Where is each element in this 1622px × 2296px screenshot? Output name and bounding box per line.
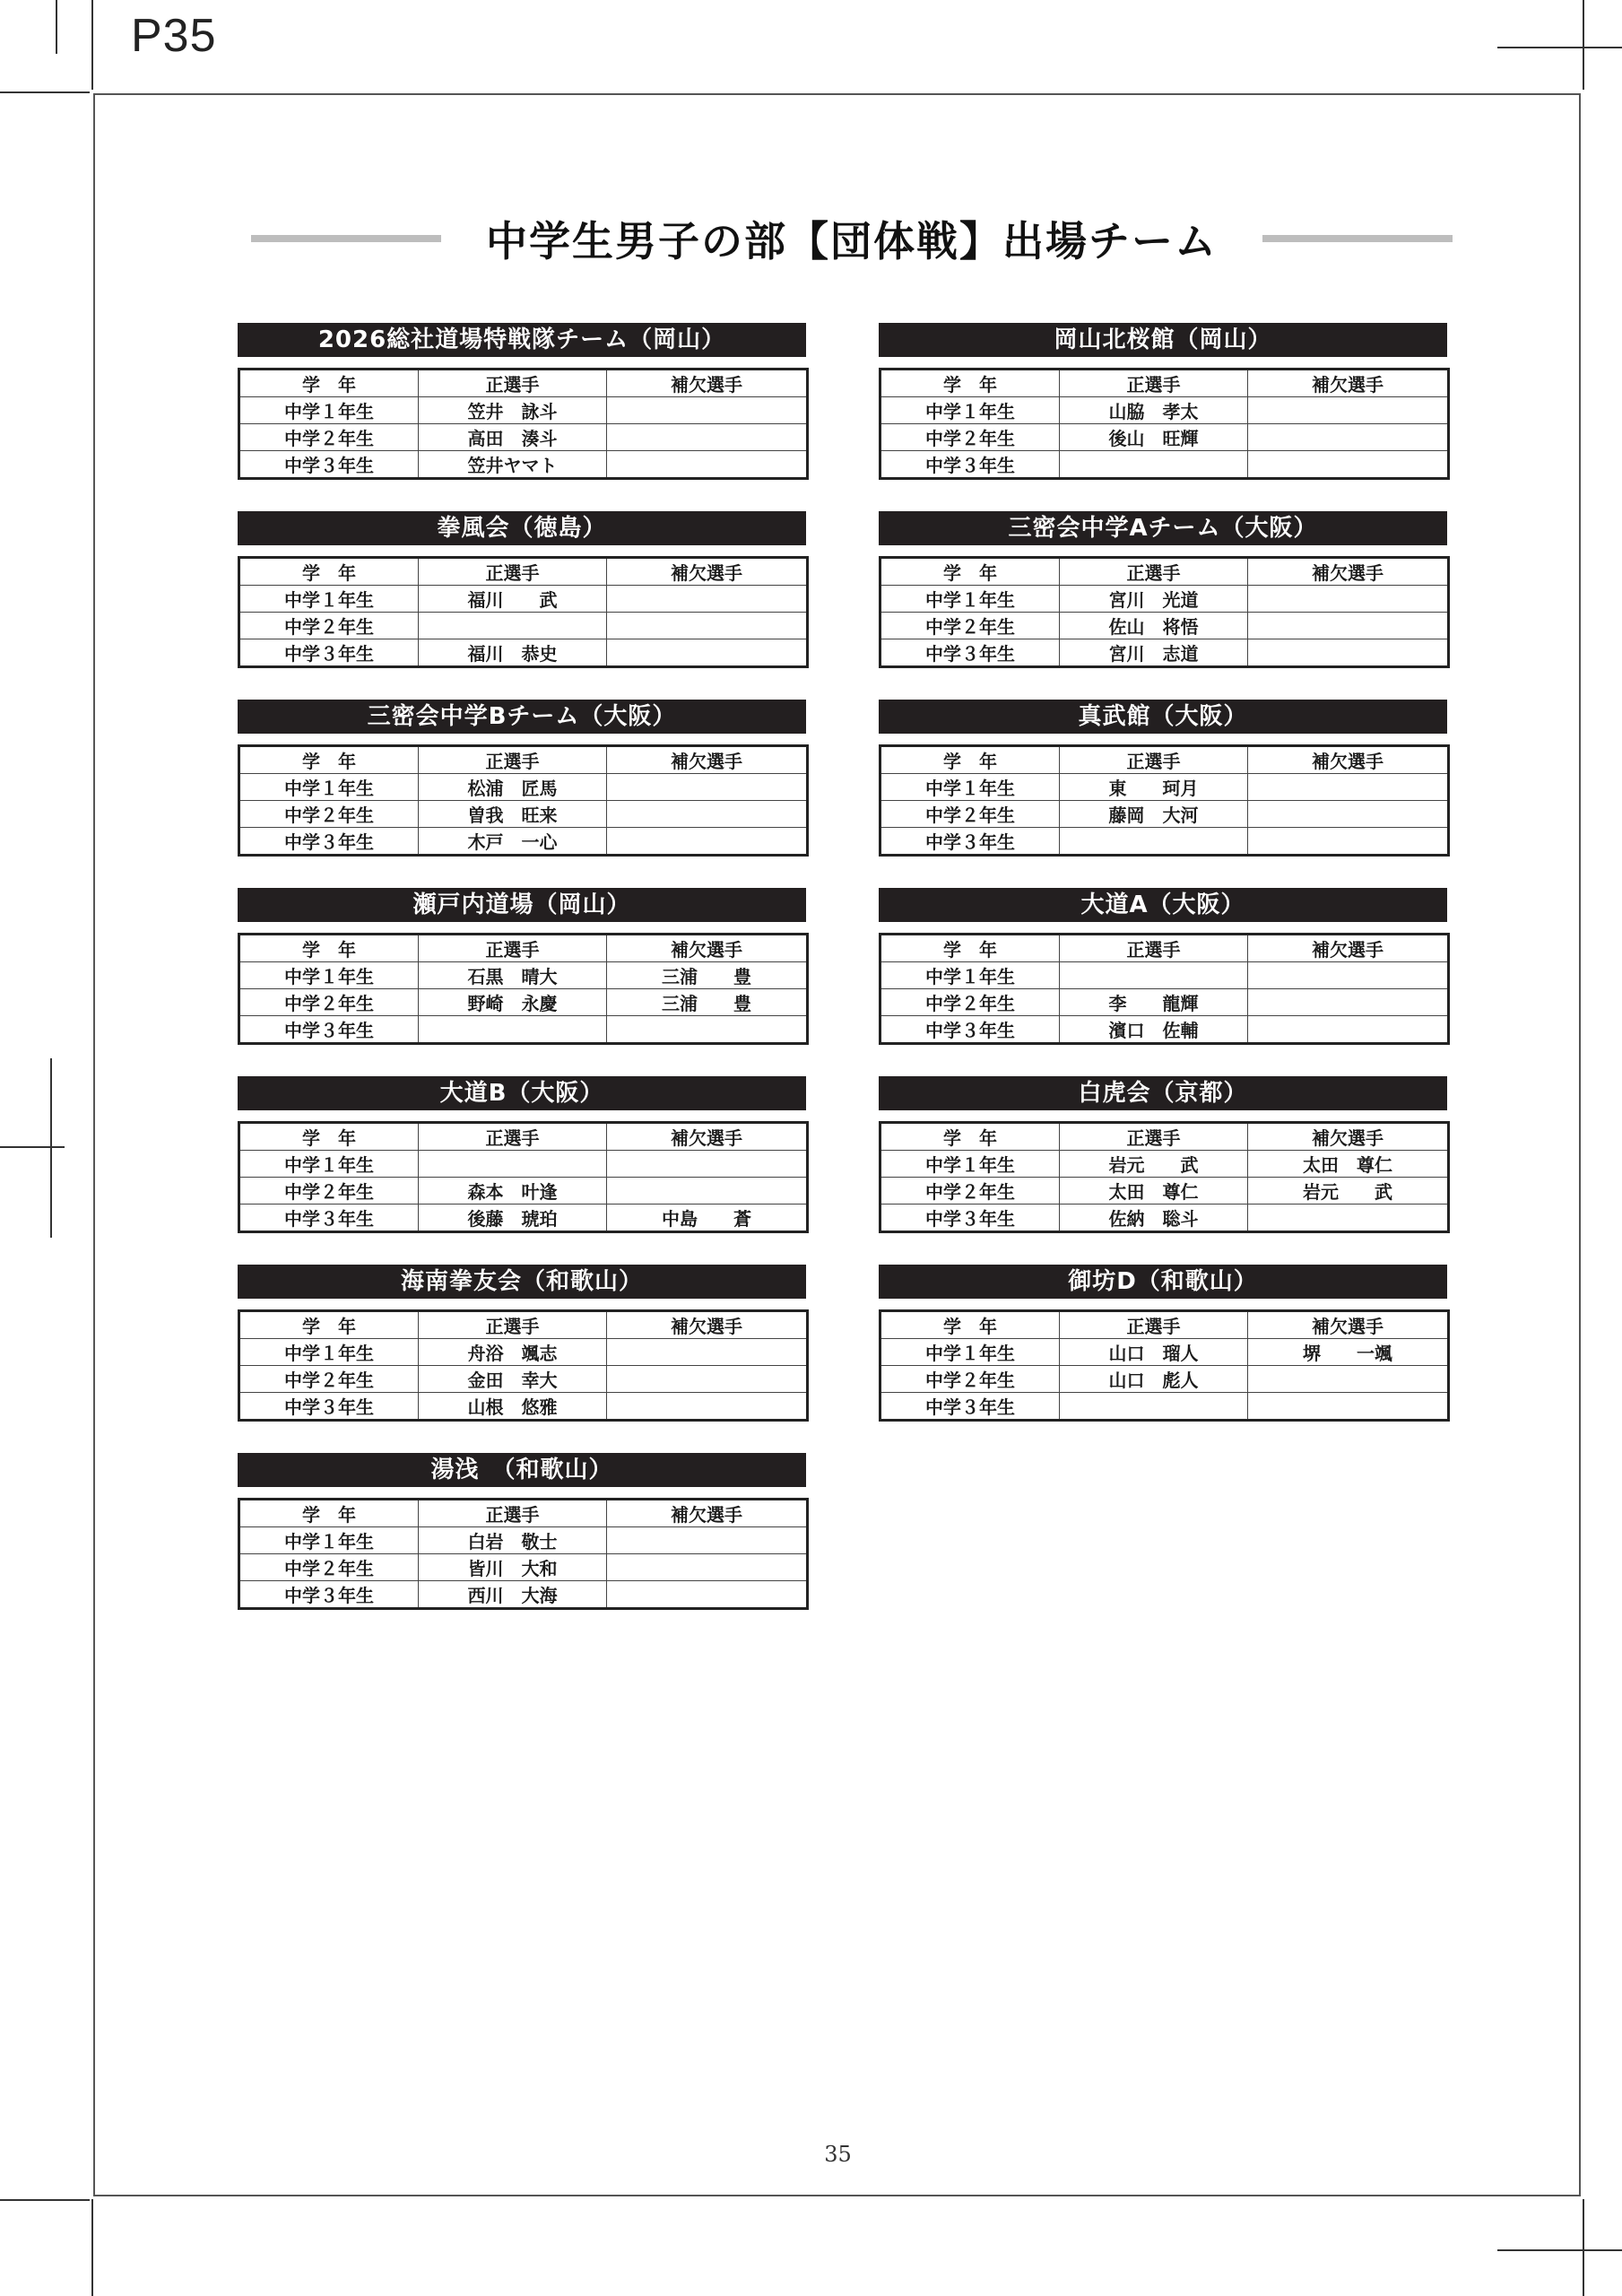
reserve-player-cell (1248, 1366, 1449, 1393)
table-header-row (239, 746, 808, 774)
grade-header: 学 年 (880, 746, 1060, 774)
team-name: 2026総社道場特戦隊チーム（岡山） (238, 323, 806, 357)
team-roster-table (238, 1121, 809, 1233)
team-roster-table (879, 744, 1450, 857)
regular-player-cell: 野崎 永慶 (419, 989, 607, 1016)
grade-cell: 中学１年生 (880, 774, 1060, 801)
regular-player-cell: 岩元 武 (1060, 1151, 1248, 1178)
table-row (880, 586, 1449, 613)
grade-cell: 中学１年生 (880, 397, 1060, 424)
team-block (238, 323, 806, 480)
regular-player-cell: 笠井ヤマト (419, 451, 607, 479)
table-row (239, 613, 808, 639)
team-roster-table (238, 933, 809, 1045)
crop-mark (91, 0, 93, 90)
table-header-row (880, 370, 1449, 397)
reserve-player-cell (1248, 962, 1449, 989)
team-name: 大道A（大阪） (879, 888, 1447, 922)
table-header-row (239, 935, 808, 962)
grade-cell: 中学３年生 (239, 639, 419, 667)
crop-mark (0, 1146, 65, 1148)
regular-header: 正選手 (1060, 935, 1248, 962)
crop-mark (1497, 47, 1622, 48)
team-name: 湯浅 （和歌山） (238, 1453, 806, 1487)
grade-cell: 中学３年生 (239, 451, 419, 479)
table-row (880, 1016, 1449, 1044)
reserve-player-cell (607, 586, 808, 613)
grade-cell: 中学２年生 (239, 1178, 419, 1205)
reserve-player-cell (607, 1151, 808, 1178)
regular-player-cell: 笠井 詠斗 (419, 397, 607, 424)
team-name: 三密会中学Aチーム（大阪） (879, 511, 1447, 545)
table-row (880, 1339, 1449, 1366)
table-row (880, 613, 1449, 639)
reserve-player-cell (1248, 397, 1449, 424)
reserve-player-cell (607, 801, 808, 828)
team-block (879, 1076, 1447, 1233)
reserve-header: 補欠選手 (1248, 935, 1449, 962)
team-block (238, 1453, 806, 1610)
team-block (879, 1265, 1447, 1422)
grade-cell: 中学３年生 (880, 1016, 1060, 1044)
team-roster-table (238, 556, 809, 668)
table-row (239, 1581, 808, 1609)
table-row (880, 989, 1449, 1016)
team-block (238, 700, 806, 857)
table-row (880, 1366, 1449, 1393)
crop-mark (0, 2199, 90, 2201)
regular-header: 正選手 (1060, 558, 1248, 586)
reserve-header: 補欠選手 (1248, 1311, 1449, 1339)
table-row (239, 1178, 808, 1205)
regular-player-cell: 金田 幸大 (419, 1366, 607, 1393)
regular-player-cell: 後藤 琥珀 (419, 1205, 607, 1232)
regular-player-cell (1060, 1393, 1248, 1421)
grade-header: 学 年 (880, 1311, 1060, 1339)
regular-player-cell (1060, 962, 1248, 989)
reserve-player-cell (607, 397, 808, 424)
team-block (238, 1076, 806, 1233)
grade-header: 学 年 (239, 1500, 419, 1527)
table-header-row (239, 1500, 808, 1527)
reserve-player-cell (1248, 586, 1449, 613)
reserve-header: 補欠選手 (607, 1123, 808, 1151)
team-block (238, 511, 806, 668)
title-banner (251, 212, 1453, 265)
reserve-player-cell: 三浦 豊 (607, 989, 808, 1016)
crop-mark (56, 0, 57, 54)
table-header-row (880, 746, 1449, 774)
regular-header: 正選手 (1060, 1123, 1248, 1151)
regular-player-cell: 後山 旺輝 (1060, 424, 1248, 451)
team-block (879, 700, 1447, 857)
table-row (239, 1205, 808, 1232)
grade-header: 学 年 (880, 935, 1060, 962)
grade-cell: 中学３年生 (880, 828, 1060, 856)
grade-cell: 中学１年生 (239, 586, 419, 613)
grade-cell: 中学２年生 (880, 613, 1060, 639)
grade-header: 学 年 (239, 370, 419, 397)
regular-player-cell: 山口 彪人 (1060, 1366, 1248, 1393)
grade-cell: 中学２年生 (239, 424, 419, 451)
reserve-player-cell (1248, 424, 1449, 451)
regular-player-cell: 石黒 晴大 (419, 962, 607, 989)
grade-cell: 中学２年生 (880, 1178, 1060, 1205)
reserve-player-cell (607, 424, 808, 451)
table-row (239, 962, 808, 989)
team-roster-table (879, 368, 1450, 480)
table-row (880, 639, 1449, 667)
regular-player-cell: 舟浴 颯志 (419, 1339, 607, 1366)
team-name: 瀬戸内道場（岡山） (238, 888, 806, 922)
grade-cell: 中学２年生 (880, 989, 1060, 1016)
grade-cell: 中学３年生 (880, 1393, 1060, 1421)
team-name: 海南拳友会（和歌山） (238, 1265, 806, 1299)
reserve-header: 補欠選手 (1248, 558, 1449, 586)
team-roster-table (238, 1309, 809, 1422)
crop-mark (50, 1058, 52, 1238)
team-name: 拳風会（徳島） (238, 511, 806, 545)
grade-cell: 中学２年生 (239, 613, 419, 639)
title-rule-left (251, 235, 441, 242)
grade-cell: 中学３年生 (880, 639, 1060, 667)
regular-player-cell: 白岩 敬士 (419, 1527, 607, 1554)
team-roster-table (879, 933, 1450, 1045)
regular-header: 正選手 (419, 558, 607, 586)
team-name: 岡山北桜館（岡山） (879, 323, 1447, 357)
regular-player-cell: 濱口 佐輔 (1060, 1016, 1248, 1044)
crop-mark (91, 2199, 93, 2296)
table-row (880, 801, 1449, 828)
reserve-player-cell: 中島 蒼 (607, 1205, 808, 1232)
regular-player-cell (1060, 828, 1248, 856)
grade-cell: 中学３年生 (880, 1205, 1060, 1232)
regular-header: 正選手 (419, 1500, 607, 1527)
regular-player-cell: 佐納 聡斗 (1060, 1205, 1248, 1232)
table-row (880, 828, 1449, 856)
grade-header: 学 年 (880, 1123, 1060, 1151)
crop-mark (1583, 2199, 1584, 2296)
table-row (880, 1205, 1449, 1232)
reserve-player-cell (607, 774, 808, 801)
table-row (239, 424, 808, 451)
regular-player-cell: 福川 恭史 (419, 639, 607, 667)
title-rule-right (1262, 235, 1453, 242)
regular-header: 正選手 (419, 935, 607, 962)
table-header-row (239, 1123, 808, 1151)
table-row (239, 451, 808, 479)
table-row (239, 1554, 808, 1581)
team-roster-table (879, 556, 1450, 668)
team-roster-table (238, 744, 809, 857)
team-roster-table (238, 1498, 809, 1610)
regular-player-cell: 曽我 旺来 (419, 801, 607, 828)
grade-cell: 中学１年生 (239, 962, 419, 989)
reserve-player-cell (1248, 801, 1449, 828)
table-row (239, 1527, 808, 1554)
grade-cell: 中学２年生 (239, 1366, 419, 1393)
team-roster-table (879, 1309, 1450, 1422)
grade-header: 学 年 (239, 935, 419, 962)
team-block (879, 888, 1447, 1045)
reserve-player-cell: 太田 尊仁 (1248, 1151, 1449, 1178)
table-header-row (239, 370, 808, 397)
team-block (238, 1265, 806, 1422)
reserve-player-cell (607, 1581, 808, 1609)
reserve-header: 補欠選手 (1248, 1123, 1449, 1151)
reserve-player-cell (1248, 613, 1449, 639)
reserve-header: 補欠選手 (1248, 370, 1449, 397)
regular-header: 正選手 (419, 370, 607, 397)
grade-cell: 中学１年生 (880, 586, 1060, 613)
grade-cell: 中学２年生 (239, 801, 419, 828)
reserve-player-cell (607, 1393, 808, 1421)
table-row (239, 1366, 808, 1393)
reserve-player-cell (1248, 828, 1449, 856)
grade-header: 学 年 (880, 558, 1060, 586)
regular-player-cell: 宮川 志道 (1060, 639, 1248, 667)
table-row (239, 989, 808, 1016)
regular-player-cell: 太田 尊仁 (1060, 1178, 1248, 1205)
team-name: 御坊D（和歌山） (879, 1265, 1447, 1299)
table-row (880, 424, 1449, 451)
grade-cell: 中学３年生 (239, 828, 419, 856)
regular-player-cell: 宮川 光道 (1060, 586, 1248, 613)
regular-player-cell: 森本 叶逢 (419, 1178, 607, 1205)
grade-cell: 中学１年生 (880, 1339, 1060, 1366)
team-block (238, 888, 806, 1045)
reserve-header: 補欠選手 (607, 1500, 808, 1527)
table-row (880, 451, 1449, 479)
crop-mark (1497, 2249, 1622, 2251)
reserve-header: 補欠選手 (607, 746, 808, 774)
reserve-player-cell (607, 1527, 808, 1554)
regular-player-cell (419, 1016, 607, 1044)
table-header-row (880, 1311, 1449, 1339)
table-row (880, 774, 1449, 801)
table-row (239, 1339, 808, 1366)
team-name: 大道B（大阪） (238, 1076, 806, 1110)
regular-player-cell: 高田 湊斗 (419, 424, 607, 451)
reserve-header: 補欠選手 (607, 1311, 808, 1339)
table-header-row (880, 935, 1449, 962)
reserve-header: 補欠選手 (607, 935, 808, 962)
regular-player-cell (419, 1151, 607, 1178)
table-row (239, 1151, 808, 1178)
grade-cell: 中学２年生 (880, 1366, 1060, 1393)
table-row (880, 1151, 1449, 1178)
table-header-row (880, 1123, 1449, 1151)
regular-player-cell (419, 613, 607, 639)
regular-player-cell: 山脇 孝太 (1060, 397, 1248, 424)
regular-header: 正選手 (419, 746, 607, 774)
grade-cell: 中学３年生 (239, 1581, 419, 1609)
regular-player-cell: 佐山 将悟 (1060, 613, 1248, 639)
reserve-player-cell: 三浦 豊 (607, 962, 808, 989)
team-name: 白虎会（京都） (879, 1076, 1447, 1110)
page-label: P35 (131, 10, 217, 62)
regular-player-cell: 東 珂月 (1060, 774, 1248, 801)
table-row (239, 586, 808, 613)
reserve-header: 補欠選手 (607, 558, 808, 586)
grade-cell: 中学１年生 (239, 1151, 419, 1178)
team-name: 三密会中学Bチーム（大阪） (238, 700, 806, 734)
grade-cell: 中学１年生 (880, 962, 1060, 989)
team-name: 真武館（大阪） (879, 700, 1447, 734)
regular-header: 正選手 (1060, 370, 1248, 397)
reserve-player-cell (1248, 639, 1449, 667)
table-header-row (880, 558, 1449, 586)
grade-cell: 中学１年生 (239, 1339, 419, 1366)
regular-player-cell: 山根 悠雅 (419, 1393, 607, 1421)
grade-cell: 中学１年生 (239, 1527, 419, 1554)
table-row (239, 828, 808, 856)
reserve-player-cell (607, 1178, 808, 1205)
regular-player-cell: 皆川 大和 (419, 1554, 607, 1581)
table-row (880, 1178, 1449, 1205)
table-row (239, 1393, 808, 1421)
reserve-player-cell (1248, 989, 1449, 1016)
reserve-player-cell (1248, 451, 1449, 479)
regular-player-cell (1060, 451, 1248, 479)
grade-header: 学 年 (239, 1311, 419, 1339)
grade-cell: 中学３年生 (239, 1205, 419, 1232)
table-row (880, 962, 1449, 989)
team-block (879, 323, 1447, 480)
reserve-header: 補欠選手 (607, 370, 808, 397)
table-header-row (239, 1311, 808, 1339)
table-row (880, 1393, 1449, 1421)
grade-header: 学 年 (239, 558, 419, 586)
crop-mark (1583, 0, 1584, 90)
table-row (880, 397, 1449, 424)
grade-cell: 中学２年生 (239, 1554, 419, 1581)
reserve-player-cell: 堺 一颯 (1248, 1339, 1449, 1366)
table-row (239, 639, 808, 667)
regular-header: 正選手 (419, 1123, 607, 1151)
team-block (879, 511, 1447, 668)
team-roster-table (238, 368, 809, 480)
page-title: 中学生男子の部【団体戦】出場チーム (486, 217, 1218, 265)
reserve-player-cell (607, 1554, 808, 1581)
regular-player-cell: 福川 武 (419, 586, 607, 613)
grade-header: 学 年 (239, 1123, 419, 1151)
grade-cell: 中学２年生 (239, 989, 419, 1016)
regular-player-cell: 藤岡 大河 (1060, 801, 1248, 828)
regular-header: 正選手 (1060, 746, 1248, 774)
reserve-player-cell (607, 451, 808, 479)
regular-header: 正選手 (419, 1311, 607, 1339)
page-number: 35 (824, 2142, 852, 2167)
reserve-header: 補欠選手 (1248, 746, 1449, 774)
table-row (239, 1016, 808, 1044)
reserve-player-cell (607, 1339, 808, 1366)
grade-cell: 中学３年生 (239, 1016, 419, 1044)
reserve-player-cell (1248, 1205, 1449, 1232)
team-roster-table (879, 1121, 1450, 1233)
reserve-player-cell: 岩元 武 (1248, 1178, 1449, 1205)
table-row (239, 801, 808, 828)
reserve-player-cell (607, 1016, 808, 1044)
regular-player-cell: 西川 大海 (419, 1581, 607, 1609)
grade-cell: 中学２年生 (880, 424, 1060, 451)
reserve-player-cell (607, 1366, 808, 1393)
table-row (239, 774, 808, 801)
regular-player-cell: 松浦 匠馬 (419, 774, 607, 801)
reserve-player-cell (607, 639, 808, 667)
regular-player-cell: 山口 瑠人 (1060, 1339, 1248, 1366)
crop-mark (0, 91, 90, 93)
grade-cell: 中学１年生 (880, 1151, 1060, 1178)
reserve-player-cell (607, 828, 808, 856)
grade-cell: 中学１年生 (239, 774, 419, 801)
reserve-player-cell (1248, 1393, 1449, 1421)
reserve-player-cell (1248, 774, 1449, 801)
table-row (239, 397, 808, 424)
grade-cell: 中学１年生 (239, 397, 419, 424)
regular-player-cell: 李 龍輝 (1060, 989, 1248, 1016)
regular-player-cell: 木戸 一心 (419, 828, 607, 856)
reserve-player-cell (607, 613, 808, 639)
grade-cell: 中学２年生 (880, 801, 1060, 828)
table-header-row (239, 558, 808, 586)
grade-cell: 中学３年生 (239, 1393, 419, 1421)
grade-cell: 中学３年生 (880, 451, 1060, 479)
regular-header: 正選手 (1060, 1311, 1248, 1339)
reserve-player-cell (1248, 1016, 1449, 1044)
grade-header: 学 年 (239, 746, 419, 774)
grade-header: 学 年 (880, 370, 1060, 397)
